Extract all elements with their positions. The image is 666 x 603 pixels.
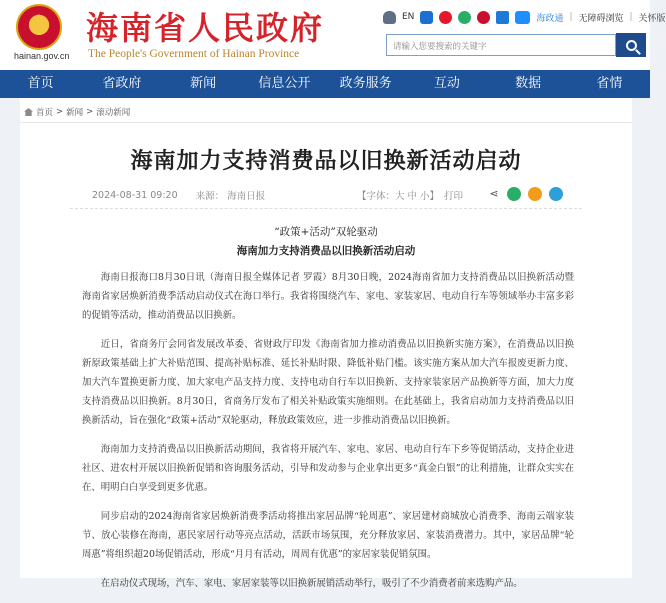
site-name-cn[interactable]: 海南省人民政府 — [86, 9, 325, 47]
article-paragraph: 海南日报海口8月30日讯（海南日报全媒体记者 罗霞）8月30日晚，2024海南省加力支持消费品以旧换新活动暨海南省家居焕新消费季活动启动仪式在海口举行。我省将围绕汽车、家电、家装家居、电动自行车等领域举办丰富多彩的促销等活动，推动消费品以旧换新。 — [82, 272, 574, 321]
share-bar — [488, 187, 563, 201]
article-paragraph: 近日，省商务厅会同省发展改革委、省财政厅印发《海南省加力推动消费品以旧换新实施方案》，在消费品以旧换新原政策基础上扩大补贴范围、提高补贴标准、延长补贴时限、降低补贴门槛。该实施方案从加大汽车报废更新力度、加大汽车置换更新力度、加大家电产品支持力度、支持电动自行车以旧换新、支持家装家居产品换新等方面，加大力度支持消费品以旧换新。8月30日，省商务厅发布了相关补贴政策实施细则。在此基础上，我省启动加力支持消费品以旧换新活动，旨在强化“政策+活动”双轮驱动，释放政策效应，进一步推动消费品以旧换新。 — [82, 339, 574, 426]
search-button[interactable] — [616, 33, 646, 57]
article-paragraph: 在启动仪式现场，汽车、家电、家居家装等以旧换新展销活动举行，吸引了不少消费者前来选购产品。 — [100, 578, 523, 589]
national-emblem-icon[interactable] — [16, 4, 62, 50]
publish-date: 2024-08-31 09:20 — [92, 189, 178, 201]
breadcrumb — [24, 106, 130, 118]
nav-interaction[interactable]: 互动 — [433, 76, 460, 91]
hainan-app-link[interactable]: 海政通 — [536, 13, 564, 24]
article-card — [20, 98, 632, 589]
toolbar-divider: | — [569, 12, 573, 22]
article-source: 来源： 海南日报 — [195, 191, 266, 202]
gov-service-icon[interactable] — [477, 11, 490, 24]
article-meta — [92, 188, 464, 202]
weibo-share-icon[interactable] — [528, 187, 542, 201]
hainan-app-icon[interactable] — [515, 11, 530, 24]
breadcrumb-rolling-news[interactable]: 滚动新闻 — [96, 108, 131, 118]
font-size-control[interactable]: 【字体：大 中 小】 — [357, 191, 440, 202]
article-title: 海南加力支持消费品以旧换新活动启动 — [130, 149, 522, 174]
top-toolbar — [383, 8, 666, 26]
print-button[interactable]: 打印 — [444, 191, 464, 202]
lang-en-link[interactable]: EN — [402, 12, 415, 22]
article-headline: 海南加力支持消费品以旧换新活动启动 — [236, 245, 416, 257]
breadcrumb-sep: > — [86, 107, 94, 117]
breadcrumb-home[interactable]: 首页 — [36, 108, 54, 118]
breadcrumb-news[interactable]: 新闻 — [66, 108, 84, 118]
nav-gov-services[interactable]: 政务服务 — [339, 76, 392, 91]
nav-home[interactable]: 首页 — [27, 76, 54, 91]
site-name-en: The People's Government of Hainan Province — [88, 48, 300, 60]
article-body — [82, 268, 574, 603]
article-paragraph: 海南加力支持消费品以旧换新活动期间，我省将开展汽车、家电、家居、电动自行车下乡等促销活动，支持企业进社区、进农村开展以旧换新促销和咨询服务活动，引导和发动参与企业拿出更多“真金白银”的让利措施，让群众实实在在、明明白白享受到更多优惠。 — [82, 444, 574, 493]
qzone-share-icon[interactable] — [549, 187, 563, 201]
home-icon — [24, 108, 33, 116]
divider — [70, 208, 582, 209]
accessibility-link[interactable]: 无障碍浏览 — [578, 13, 624, 24]
wechat-share-icon[interactable] — [507, 187, 521, 201]
article-paragraph: 同步启动的2024海南省家居焕新消费季活动将推出家居品牌“轮周惠”、家居建材商城放心消费季、海南云端家装节、放心装修在海南，惠民家居行动等亮点活动，活跃市场氛围，充分释放家居、家装消费潜力。其中，家居品牌“轮周惠”将组织超20场促销活动，形成“月月有活动，周周有优惠”的家居家装促销氛围。 — [82, 511, 574, 560]
nav-province-info[interactable]: 省情 — [596, 76, 623, 91]
care-mode-link[interactable]: 关怀版 — [638, 13, 666, 24]
search-input[interactable]: 请输入您要搜索的关键字 — [386, 34, 616, 56]
mobile-app-icon[interactable] — [420, 11, 433, 24]
site-header — [0, 0, 666, 70]
article-subtitle: “政策+活动”双轮驱动 — [274, 226, 378, 238]
nav-news[interactable]: 新闻 — [190, 76, 217, 91]
search-icon — [626, 40, 637, 51]
wechat-icon[interactable] — [458, 11, 471, 24]
nav-data[interactable]: 数据 — [515, 76, 542, 91]
divider — [20, 122, 632, 123]
site-domain: hainan.gov.cn — [14, 51, 70, 61]
toolbar-divider: | — [629, 12, 633, 22]
weibo-icon[interactable] — [439, 11, 452, 24]
gov-account-icon[interactable] — [496, 11, 509, 24]
bell-icon[interactable] — [383, 11, 396, 24]
nav-province-gov[interactable]: 省政府 — [102, 76, 142, 91]
main-nav — [0, 70, 650, 98]
share-icon[interactable]: ⋖ — [489, 187, 499, 200]
breadcrumb-sep: > — [56, 107, 64, 117]
nav-info-disclosure[interactable]: 信息公开 — [258, 76, 311, 91]
